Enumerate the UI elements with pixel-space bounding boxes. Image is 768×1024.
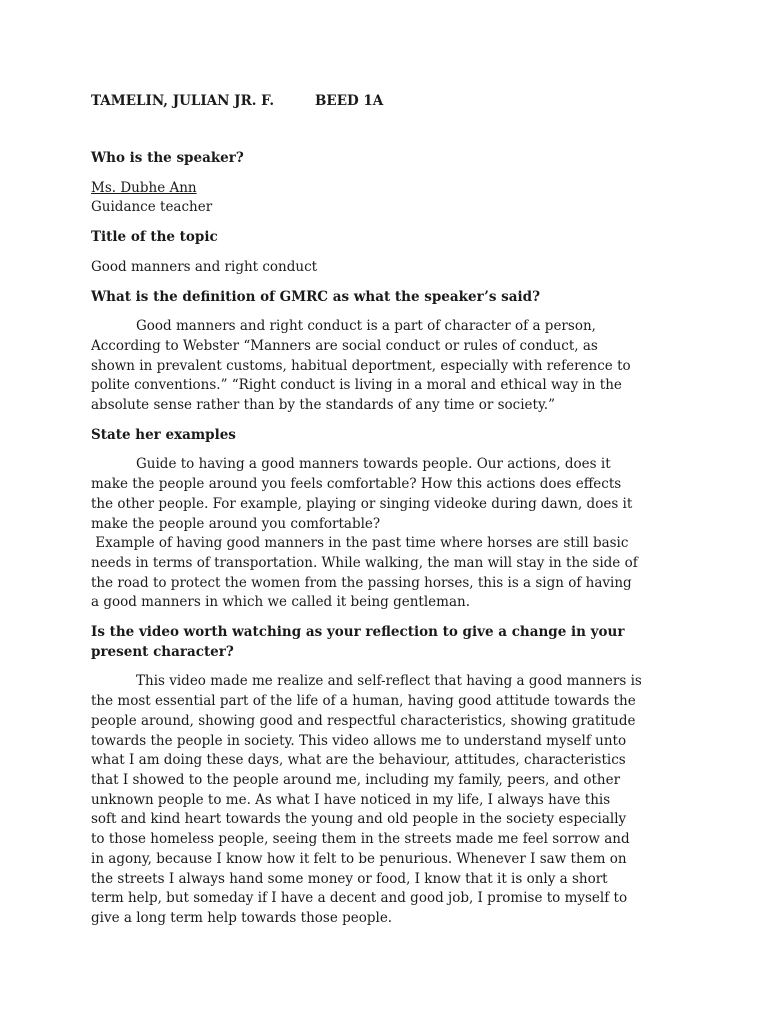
text-line: unknown people to me. As what I have noticed in my life, I always have this (91, 791, 611, 808)
question-topic-title: Title of the topic (91, 229, 218, 246)
question-speaker: Who is the speaker? (91, 150, 244, 166)
question-gmrc-definition: What is the definition of GMRC as what the speaker’s said? (91, 288, 541, 305)
student-header (91, 92, 384, 112)
question-reflection (91, 623, 681, 662)
text-line: needs in terms of transportation. While walking, the man will stay in the side of (91, 554, 638, 571)
speaker-name: Ms. Dubhe Ann (91, 179, 197, 196)
question-examples: State her examples (91, 426, 236, 443)
answer-speaker-role: Guidance teacher (91, 199, 213, 216)
text-line: give a long term help towards those people. (91, 909, 393, 926)
answer-topic-title: Good manners and right conduct (91, 258, 318, 275)
text-line: that I showed to the people around me, including my family, peers, and other (91, 771, 621, 788)
text-line: to those homeless people, seeing them in the streets made me feel sorrow and (91, 831, 630, 848)
text-line: a good manners in which we called it being gentleman. (91, 594, 470, 611)
text-line: make the people around you comfortable? (91, 515, 381, 532)
text-line: Example of having good manners in the past time where horses are still basic (91, 535, 629, 552)
text-line: the most essential part of the life of a human, having good attitude towards the (91, 693, 636, 710)
text-line: the streets I always hand some money or food, I know that it is only a short (91, 870, 608, 887)
answer-examples-para1 (91, 455, 681, 534)
text-line: shown in prevalent customs, habitual deportment, especially with reference to (91, 357, 631, 374)
text-line: polite conventions.” “Right conduct is living in a moral and ethical way in the (91, 377, 622, 394)
text-line: absolute sense rather than by the standards of any time or society.” (91, 397, 556, 414)
question-line: present character? (91, 643, 234, 660)
student-course: BEED 1A (315, 93, 384, 109)
text-line: Good manners and right conduct is a part of character of a person, (136, 318, 596, 335)
document-body (91, 149, 681, 929)
text-line: Guide to having a good manners towards people. Our actions, does it (136, 456, 611, 473)
answer-speaker-name (91, 179, 681, 199)
text-line: in agony, because I know how it felt to be penurious. Whenever I saw them on (91, 850, 627, 867)
text-line: the road to protect the women from the passing horses, this is a sign of having (91, 574, 632, 591)
text-line: This video made me realize and self-reflect that having a good manners is (136, 673, 642, 690)
answer-examples-para2 (91, 534, 681, 613)
text-line: term help, but someday if I have a decent and good job, I promise to myself to (91, 890, 628, 907)
text-line: make the people around you feels comfortable? How this actions does effects (91, 476, 622, 493)
text-line: the other people. For example, playing or singing videoke during dawn, does it (91, 495, 633, 512)
text-line: soft and kind heart towards the young and old people in the society especially (91, 811, 627, 828)
text-line: people around, showing good and respectful characteristics, showing gratitude (91, 712, 636, 729)
question-line: Is the video worth watching as your reflection to give a change in your (91, 624, 625, 641)
student-name: TAMELIN, JULIAN JR. F. (91, 93, 275, 109)
answer-gmrc-definition (91, 317, 681, 416)
text-line: what I am doing these days, what are the behaviour, attitudes, characteristics (91, 752, 626, 769)
text-line: towards the people in society. This video allows me to understand myself unto (91, 732, 627, 749)
answer-reflection (91, 672, 681, 928)
text-line: According to Webster “Manners are social conduct or rules of conduct, as (91, 337, 598, 354)
